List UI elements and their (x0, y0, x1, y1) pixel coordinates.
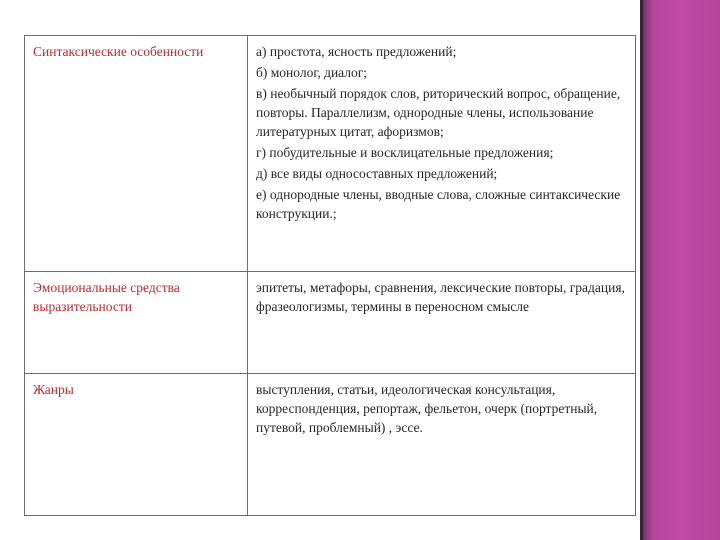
decorative-side-band (640, 0, 720, 540)
table-row (25, 36, 636, 272)
content-table (24, 35, 636, 516)
list-item: г) побудительные и восклицательные предложения; (256, 145, 554, 160)
list-item: е) однородные члены, вводные слова, сложные синтаксические конструкции.; (256, 187, 621, 221)
row-description-genres (248, 374, 636, 516)
row-description-syntax (248, 36, 636, 272)
row-label-emotional: Эмоциональные средства выразительности (25, 272, 248, 374)
row-label-syntax: Синтаксические особенности (25, 36, 248, 272)
list-item: б) монолог, диалог; (256, 65, 368, 80)
row-description-emotional (248, 272, 636, 374)
table-row (25, 374, 636, 516)
decorative-band-edge (640, 0, 642, 540)
list-item: а) простота, ясность предложений; (256, 44, 457, 59)
list-item: в) необычный порядок слов, риторический вопрос, обращение, повторы. Параллелизм, однородные члены, использование литературных цитат, афоризмов; (256, 86, 621, 139)
row-label-genres: Жанры (25, 374, 248, 516)
list-item: д) все виды односоставных предложений; (256, 166, 498, 181)
description-text: выступления, статьи, идеологическая консультация, корреспонденция, репортаж, фельетон, очерк (портретный, путевой, проблемный) , эссе. (256, 382, 598, 435)
table-row (25, 272, 636, 374)
description-text: эпитеты, метафоры, сравнения, лексические повторы, градация, фразеологизмы, термины в переносном смысле (256, 280, 625, 314)
